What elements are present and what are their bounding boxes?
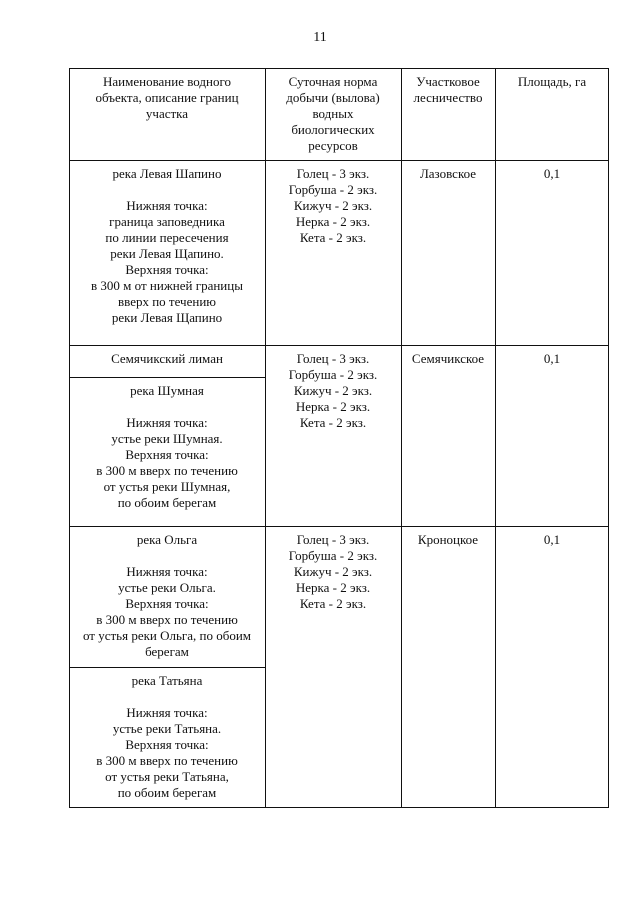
norms-cell-3: Голец - 3 экз. Горбуша - 2 экз. Кижуч - 2 экз. Нерка - 2 экз. Кета - 2 экз. [288, 532, 378, 611]
subrow-divider [69, 377, 265, 378]
row-divider [69, 160, 609, 161]
water-body-cell-1: река Левая Шапино Нижняя точка: граница заповедника по линии пересечения реки Левая Щапино. Верхняя точка: в 300 м от нижней границы вверх по течению реки Левая Щапино [69, 160, 265, 345]
water-body-cell-2a [69, 345, 265, 377]
area-cell-3: 0,1 [543, 532, 561, 547]
water-body-cell-3b: река Татьяна Нижняя точка: устье реки Татьяна. Верхняя точка: в 300 м вверх по течению от устья реки Татьяна, по обоим берегам [69, 667, 265, 808]
column-divider [401, 68, 402, 808]
header-area: Площадь, га [517, 74, 587, 89]
page-number: 11 [313, 30, 327, 45]
forestry-cell-1: Лазовское [419, 166, 477, 181]
row-divider [69, 526, 609, 527]
data-table [69, 68, 609, 808]
water-body-name: река Татьяна [131, 673, 203, 688]
header-forestry: Участковое лесничество [413, 74, 483, 105]
water-body-name: река Левая Шапино [112, 166, 222, 181]
water-body-cell-2b: река Шумная Нижняя точка: устье реки Шумная. Верхняя точка: в 300 м вверх по течению от устья реки Шумная, по обоим берегам [69, 377, 265, 526]
water-body-name: река Ольга [136, 532, 198, 547]
table-border-top [69, 68, 609, 69]
header-water-body: Наименование водного объекта, описание границ участка [95, 74, 239, 121]
forestry-cell-3: Кроноцкое [417, 532, 479, 547]
water-body-cell-3a: река Ольга Нижняя точка: устье реки Ольга. Верхняя точка: в 300 м вверх по течению от устья реки Ольга, по обоим берегам [69, 526, 265, 667]
norms-cell-1: Голец - 3 экз. Горбуша - 2 экз. Кижуч - 2 экз. Нерка - 2 экз. Кета - 2 экз. [288, 166, 378, 245]
norms-cell-2: Голец - 3 экз. Горбуша - 2 экз. Кижуч - 2 экз. Нерка - 2 экз. Кета - 2 экз. [288, 351, 378, 430]
forestry-cell-2: Семячикское [411, 351, 485, 366]
water-body-name: Семячикский лиман [111, 351, 223, 366]
subrow-divider [69, 667, 265, 668]
column-divider [495, 68, 496, 808]
column-divider [265, 68, 266, 808]
table-border-left [69, 68, 70, 808]
row-divider [69, 345, 609, 346]
area-cell-1: 0,1 [543, 166, 561, 181]
water-body-name: река Шумная [130, 383, 204, 398]
table-border-bottom [69, 807, 609, 808]
area-cell-2: 0,1 [543, 351, 561, 366]
header-daily-norm: Суточная норма добычи (вылова) водных биологических ресурсов [286, 74, 380, 153]
table-border-right [608, 68, 609, 808]
